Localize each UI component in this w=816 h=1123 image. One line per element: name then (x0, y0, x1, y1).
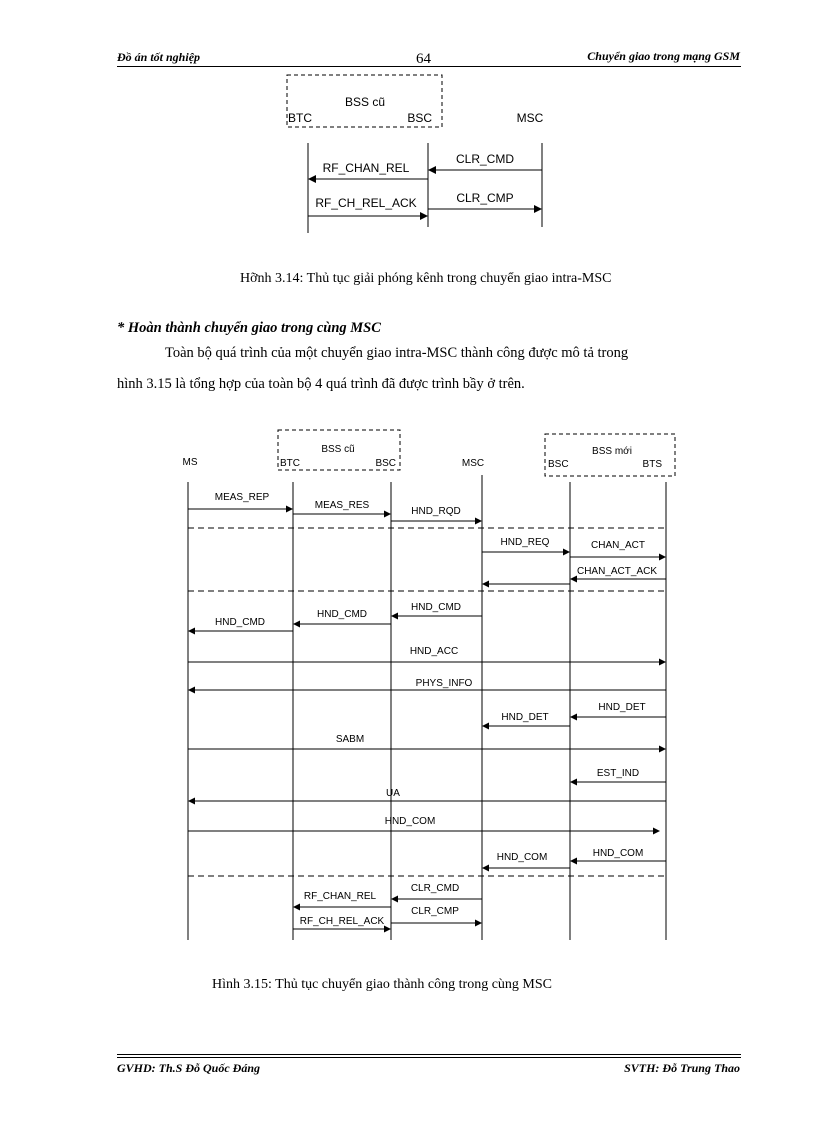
hnd-cmd-label: HND_CMD (215, 617, 265, 628)
section-heading: * Hoàn thành chuyển giao trong cùng MSC (117, 320, 381, 336)
paragraph-line-2: hình 3.15 là tổng hợp của toàn bộ 4 quá trình đã được trình bầy ở trên. (117, 376, 525, 392)
msc-label: MSC (461, 458, 485, 469)
msc-label: MSC (516, 111, 544, 125)
hnd-acc-label: HND_ACC (409, 646, 459, 657)
page-number: 64 (416, 51, 431, 67)
footer-rule (117, 1054, 741, 1055)
rf-ch-rel-ack-label: RF_CH_REL_ACK (315, 196, 417, 210)
footer-left: GVHD: Th.S Đỗ Quốc Đáng (117, 1061, 261, 1075)
old-bss-label: BSS cũ (321, 444, 355, 455)
est-ind-label: EST_IND (596, 768, 640, 779)
meas-rep-label: MEAS_REP (214, 492, 270, 503)
footer-right: SVTH: Đỗ Trung Thao (624, 1061, 740, 1075)
ua-label: UA (386, 788, 400, 799)
hnd-cmd-label: HND_CMD (411, 602, 461, 613)
rf-chan-rel-label: RF_CHAN_REL (303, 891, 377, 902)
bsc-new-label: BSC (548, 459, 569, 470)
figure-3-15-caption: Hình 3.15: Thủ tục chuyển giao thành công trong cùng MSC (212, 977, 552, 992)
bts-label: BTS (642, 459, 662, 470)
figure-3-14-diagram (270, 70, 570, 240)
rf-chan-rel-label: RF_CHAN_REL (322, 161, 410, 175)
header-right: Chuyển giao trong mạng GSM (587, 49, 740, 63)
figure-3-14-caption: Hỡnh 3.14: Thủ tục giải phóng kênh trong chuyển giao intra-MSC (240, 271, 612, 286)
clr-cmd-label: CLR_CMD (410, 883, 460, 894)
clr-cmp-label: CLR_CMP (456, 191, 514, 205)
clr-cmd-label: CLR_CMD (455, 152, 515, 166)
new-bss-label: BSS mới (592, 446, 632, 457)
bsc-old-label: BSC (375, 458, 396, 469)
ms-label: MS (182, 457, 198, 468)
header-left: Đồ án tốt nghiệp (117, 50, 201, 64)
btc-label: BTC (280, 458, 300, 469)
figure-3-15-diagram (170, 420, 690, 950)
hnd-det-label: HND_DET (598, 702, 646, 713)
clr-cmp-label: CLR_CMP (411, 906, 459, 917)
hnd-cmd-label: HND_CMD (317, 609, 367, 620)
hnd-com-label: HND_COM (384, 816, 436, 827)
chan-act-label: CHAN_ACT (591, 540, 645, 551)
hnd-com-label: HND_COM (496, 852, 548, 863)
old-bss-label: BSS cũ (344, 95, 386, 109)
meas-res-label: MEAS_RES (314, 500, 370, 511)
chan-act-ack-label: CHAN_ACT_ACK (576, 566, 658, 577)
footer-rule (117, 1057, 741, 1058)
header-rule (117, 66, 741, 67)
bsc-label: BSC (407, 111, 432, 125)
rf-ch-rel-ack-label: RF_CH_REL_ACK (299, 916, 385, 927)
hnd-rqd-label: HND_RQD (411, 506, 461, 517)
phys-info-label: PHYS_INFO (415, 678, 473, 689)
btc-label: BTC (288, 111, 312, 125)
hnd-req-label: HND_REQ (500, 537, 550, 548)
hnd-com-label: HND_COM (592, 848, 644, 859)
sabm-label: SABM (335, 734, 365, 745)
hnd-det-label: HND_DET (501, 712, 549, 723)
paragraph-line-1: Toàn bộ quá trình của một chuyển giao intra-MSC thành công được mô tả trong (165, 345, 629, 361)
